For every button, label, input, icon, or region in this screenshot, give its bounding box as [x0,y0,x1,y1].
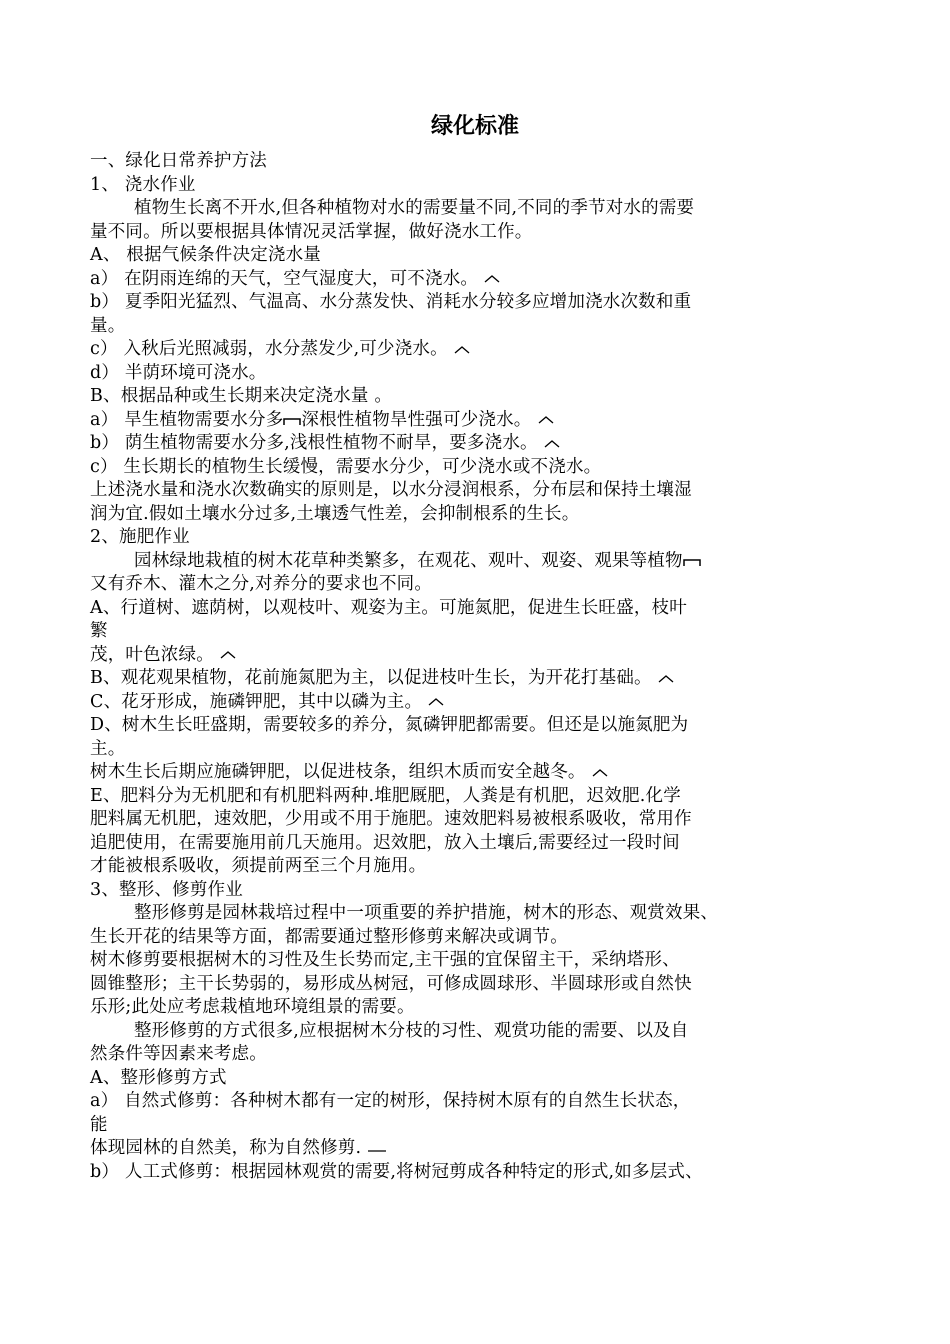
text-line: 繁 [90,621,108,641]
text-line [90,338,870,362]
text-segment: 园林绿地栽植的树木花草种类繁多，在观花、观叶、观姿、观果等植物 [134,550,683,571]
text-line [90,432,870,456]
text-line: 1、 浇水作业 [90,174,196,195]
text-line: 又有乔木、灌木之分,对养分的要求也不同。 [90,574,433,594]
text-line: B、根据品种或生长期来决定浇水量 。 [90,386,393,406]
text-line: 生长开花的结果等方面，都需要通过整形修剪来解决或调节。 [90,926,568,947]
text-line: 量不同。所以要根据具体情况灵活掌握，做好浇水工作。 [90,221,533,242]
page-title: 绿化标准 [430,114,519,139]
text-line: D、树木生长旺盛期，需要较多的养分，氮磷钾肥都需要。但还是以施氮肥为 [90,715,689,735]
text-segment: C、花牙形成，施磷钾肥，其中以磷为主。 [90,691,423,712]
text-line [90,409,870,433]
caret-mark-icon [538,416,554,424]
text-line: 能 [90,1114,108,1135]
text-line: 上述浇水量和浇水次数确实的原则是，以水分浸润根系，分布层和保持土壤湿 [90,480,692,500]
caret-mark-icon [658,675,674,683]
text-line: a） 自然式修剪：各种树木都有一定的树形，保持树木原有的自然生长状态， [90,1091,691,1111]
text-line [90,1137,870,1161]
text-line: 2、施肥作业 [90,527,190,547]
caret-mark-icon [592,769,608,777]
text-line [90,761,870,785]
document-body [90,150,870,1184]
dash-mark-icon [367,1145,387,1153]
text-line: 一、绿化日常养护方法 [90,151,267,171]
text-line: A、行道树、遮荫树，以观枝叶、观姿为主。可施氮肥，促进生长旺盛，枝叶 [90,597,687,618]
caret-mark-icon [454,346,470,354]
text-line: 润为宜.假如土壤水分过多,土壤透气性差，会抑制根系的生长。 [90,503,580,524]
text-segment: 深根性植物旱性强可少浇水。 [301,409,532,430]
text-segment: c） 入秋后光照减弱，水分蒸发少,可少浇水。 [90,339,448,359]
text-line: 追肥使用，在需要施用前几天施用。迟效肥，放入土壤后,需要经过一段时间 [90,832,680,853]
text-line [90,691,870,715]
text-line: c） 生长期长的植物生长缓慢，需要水分少，可少浇水或不浇水。 [90,456,602,477]
text-segment: a） 在阴雨连绵的天气，空气湿度大，可不浇水。 [90,268,479,289]
text-line: b） 夏季阳光猛烈、气温高、水分蒸发快、消耗水分较多应增加浇水次数和重 [90,292,692,312]
text-line: 3、整形、修剪作业 [90,879,243,900]
text-line: 整形修剪的方式很多,应根据树木分枝的习性、观赏功能的需要、以及自 [134,1020,689,1041]
text-line [90,550,870,574]
text-line: A、 根据气候条件决定浇水量 [90,245,321,265]
text-line: 肥料属无机肥，速效肥，少用或不用于施肥。速效肥料易被根系吸收，常用作 [90,809,692,829]
text-line: E、肥料分为无机肥和有机肥料两种.堆肥厩肥，人粪是有机肥，迟效肥.化学 [90,785,681,806]
caret-mark-icon [544,440,560,448]
text-line: 量。 [90,315,126,336]
caret-mark-icon [220,651,236,659]
text-line: 整形修剪是园林栽培过程中一项重要的养护措施，树木的形态、观赏效果、 [134,903,719,923]
text-line [90,644,870,668]
text-line: b） 人工式修剪：根据园林观赏的需要,将树冠剪成各种特定的形式,如多层式、 [90,1161,703,1182]
caret-mark-icon [484,275,500,283]
text-line: 才能被根系吸收，须提前两至三个月施用。 [90,856,427,876]
text-line: A、整形修剪方式 [90,1067,227,1088]
text-line: d） 半荫环境可浇水。 [90,362,267,383]
text-segment: 体现园林的自然美，称为自然修剪. [90,1138,362,1158]
text-line: 圆锥整形；主干长势弱的，易形成丛树冠，可修成圆球形、半圆球形或自然快 [90,973,692,994]
text-segment: a） 旱生植物需要水分多 [90,409,284,430]
text-segment: b） 荫生植物需要水分多,浅根性植物不耐旱，要多浇水。 [90,433,538,453]
text-line: 树木修剪要根据树木的习性及生长势而定,主干强的宜保留主干，采纳塔形、 [90,950,680,970]
text-line: 植物生长离不开水,但各种植物对水的需要量不同,不同的季节对水的需要 [134,198,695,218]
text-line [90,667,870,691]
bracket-mark-icon [283,416,301,424]
caret-mark-icon [428,698,444,706]
text-segment: B、观花观果植物，花前施氮肥为主，以促进枝叶生长，为开花打基础。 [90,668,652,688]
text-segment: 茂，叶色浓绿。 [90,644,214,665]
text-segment: 树木生长后期应施磷钾肥，以促进枝条，组织木质而安全越冬。 [90,762,586,782]
text-line [90,268,870,292]
text-line: 然条件等因素来考虑。 [90,1044,267,1064]
text-line: 主。 [90,738,126,759]
text-line: 乐形;此处应考虑栽植地环境组景的需要。 [90,997,415,1017]
bracket-mark-icon [683,557,701,565]
